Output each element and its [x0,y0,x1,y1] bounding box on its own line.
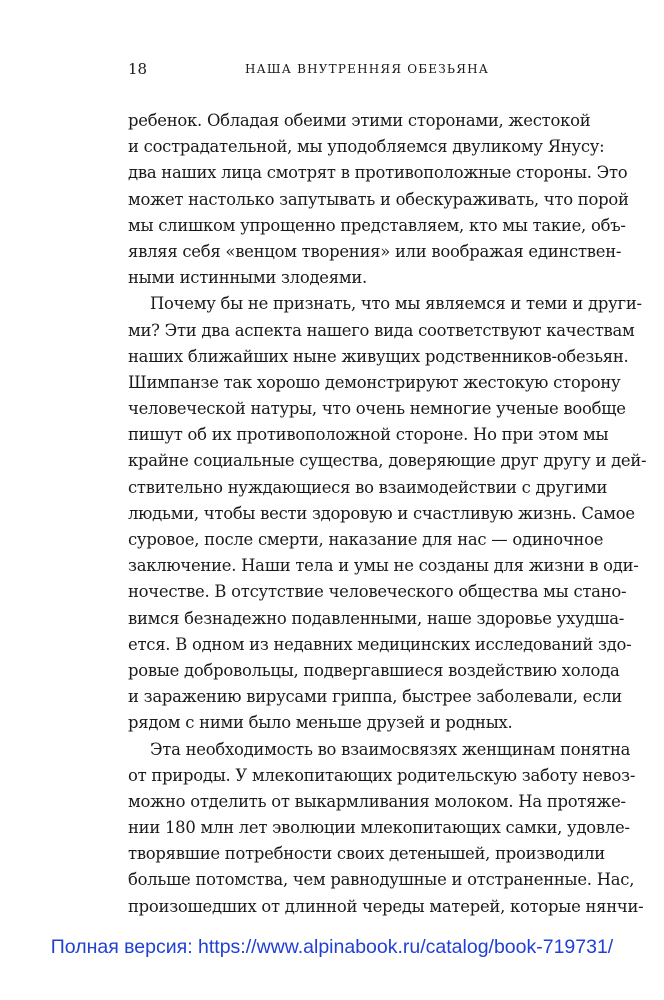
text-line: ми? Эти два аспекта нашего вида соответствуют качествам [128,320,635,340]
running-header: НАША ВНУТРЕННЯЯ ОБЕЗЬЯНА [244,62,490,76]
text-line: заключение. Наши тела и умы не созданы для жизни в оди- [128,556,639,576]
text-line: ребенок. Обладая обеими этими сторонами, жестокой [128,111,591,130]
text-line: людьми, чтобы вести здоровую и счастливую жизнь. Самое [128,503,635,523]
text-line: человеческой натуры, что очень немногие ученые вообще [128,399,626,419]
text-line: творявшие потребности своих детенышей, производили [128,844,605,864]
text-line: рядом с ними было меньше друзей и родных. [128,713,513,733]
text-line: больше потомства, чем равнодушные и отстраненные. Нас, [128,870,635,890]
text-line: Шимпанзе так хорошо демонстрируют жестокую сторону [128,372,621,392]
text-line: ется. В одном из недавних медицинских исследований здо- [128,634,632,654]
text-line: произошедших от длинной череды матерей, которые нянчи- [128,896,644,916]
text-line: Почему бы не признать, что мы являемся и теми и други- [150,294,642,314]
text-line: наших ближайших ныне живущих родственников-обезьян. [128,346,629,366]
page-number: 18 [128,60,148,78]
text-line: может настолько запутывать и обескураживать, что порой [128,189,629,209]
text-line: и сострадательной, мы уподобляемся двуликому Янусу: [128,137,605,157]
text-line: суровое, после смерти, наказание для нас — одиночное [128,530,604,549]
text-line: пишут об их противоположной стороне. Но при этом мы [128,425,609,445]
text-line: крайне социальные существа, доверяющие друг другу и дей- [128,451,647,471]
text-line: можно отделить от выкармливания молоком. На протяже- [128,791,626,811]
text-line: и заражению вирусами гриппа, быстрее заболевали, если [128,687,622,707]
text-line: от природы. У млекопитающих родительскую заботу невоз- [128,765,636,785]
body-text [128,108,647,920]
text-line: ными истинными злодеями. [128,268,367,288]
text-line: два наших лица смотрят в противоположные стороны. Это [128,163,628,183]
text-line: ствительно нуждающиеся во взаимодействии с другими [128,477,608,497]
text-line: Эта необходимость во взаимосвязях женщинам понятна [150,739,631,759]
text-line: нии 180 млн лет эволюции млекопитающих самки, удовле- [128,818,630,838]
full-version-link[interactable]: Полная версия: https://www.alpinabook.ru/catalog/book-719731/ [50,936,614,958]
text-line: вимся безнадежно подавленными, наше здоровье ухудша- [128,608,625,628]
text-line: мы слишком упрощенно представляем, кто мы такие, объ- [128,215,626,235]
text-line: ночестве. В отсутствие человеческого общества мы стано- [128,582,627,602]
text-line: ровые добровольцы, подвергавшиеся воздействию холода [128,660,620,680]
text-line: являя себя «венцом творения» или воображая единствен- [128,241,622,261]
